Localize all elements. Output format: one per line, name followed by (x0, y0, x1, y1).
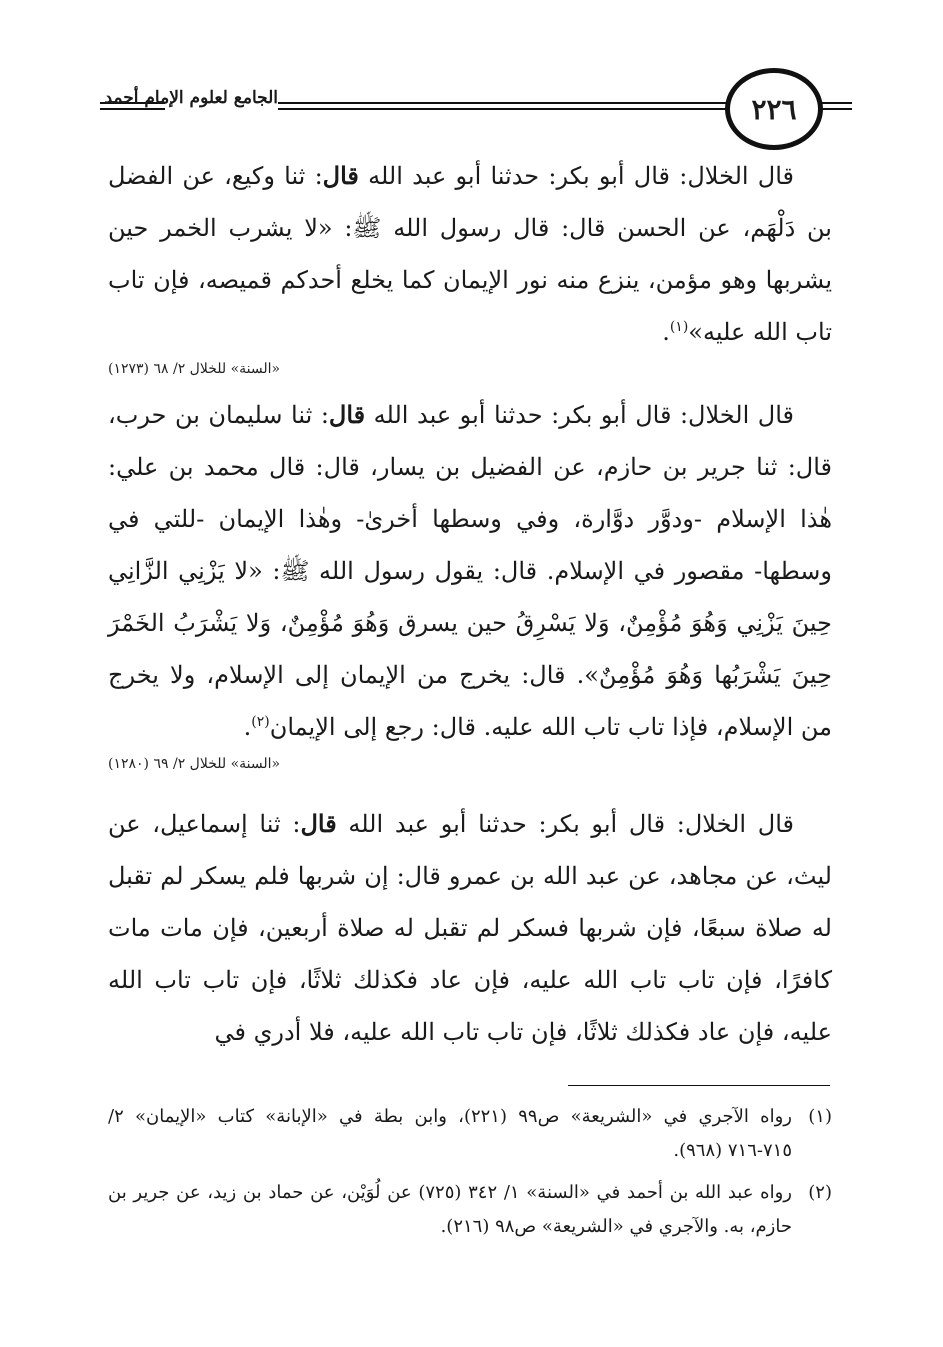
paragraph-bold: قال (300, 809, 337, 838)
paragraph-bold: قال (328, 400, 366, 429)
page-number: ٢٢٦ (751, 92, 797, 126)
page-header (100, 68, 830, 148)
source-reference: «السنة» للخلال ٢/ ٦٨ (١٢٧٣) (108, 361, 281, 377)
paragraph (108, 389, 832, 753)
footnote-marker: (١) (669, 319, 689, 335)
paragraph-lead: قال الخلال: قال أبو بكر: حدثنا أبو عبد الله (358, 162, 795, 190)
footnote-text: رواه الآجري في «الشريعة» ص٩٩ (٢٢١)، وابن بطة في «الإبانة» كتاب «الإيمان» ٢/ ٧١٥-٧١٦ (٩٦٨). (108, 1106, 792, 1161)
paragraph-lead: قال الخلال: قال أبو بكر: حدثنا أبو عبد الله (365, 401, 795, 429)
paragraph-bold: قال (322, 161, 359, 190)
footnote-separator (568, 1085, 830, 1086)
footnote-text: رواه عبد الله بن أحمد في «السنة» ١/ ٣٤٢ (٧٢٥) عن لُوَيْن، عن حماد بن زيد، عن جرير بن حازم، به. والآجري في «الشريعة» ص٩٨ (٢١٦). (108, 1182, 792, 1237)
footnote-number: (١) (808, 1106, 832, 1127)
footnote-number: (٢) (808, 1182, 832, 1203)
header-rule-right (822, 102, 852, 110)
source-reference: «السنة» للخلال ٢/ ٦٩ (١٢٨٠) (108, 756, 281, 772)
paragraph (108, 150, 832, 358)
paragraph-end: . (243, 713, 252, 741)
source-reference-row (108, 358, 832, 389)
paragraph-end: . (662, 318, 670, 346)
footnotes (108, 1100, 832, 1252)
running-title: الجامع لعلوم الإمام أحمد (104, 88, 278, 108)
main-text (108, 150, 832, 1058)
paragraph-lead: قال الخلال: قال أبو بكر: حدثنا أبو عبد الله (336, 810, 795, 838)
paragraph-text: : ثنا وكيع، عن الفضل بن دَلْهَم، عن الحسن قال: قال رسول الله ﷺ: «لا يشرب الخمر حين يشربها وهو مؤمن، ينزع منه نور الإيمان كما يخلع أحدكم قميصه، فإن تاب تاب الله عليه» (108, 162, 832, 346)
footnote (108, 1100, 832, 1168)
source-reference-row (108, 753, 832, 784)
paragraph-text: : ثنا إسماعيل، عن ليث، عن مجاهد، عن عبد الله بن عمرو قال: إن شربها فلم يسكر لم تقبل له صلاة سبعًا، فإن شربها فسكر لم تقبل له صلاة أربعين، فإن مات مات كافرًا، فإن تاب تاب الله عليه، فإن عاد فكذلك ثلاثًا، فإن تاب تاب الله عليه، فإن عاد فكذلك ثلاثًا، فإن تاب تاب الله عليه، فلا أدري في (108, 810, 832, 1046)
footnote-marker: (٢) (251, 714, 270, 730)
footnote (108, 1176, 832, 1244)
paragraph (108, 798, 832, 1058)
page-number-badge (725, 68, 823, 150)
paragraph-text: : ثنا سليمان بن حرب، قال: ثنا جرير بن حازم، عن الفضيل بن يسار، قال: قال محمد بن علي: هٰذا الإسلام -ودوَّر دوَّارة، وفي وسطها أخرىٰ- وهٰذا الإيمان -للتي في وسطها- مقصور في الإسلام. قال: يقول رسول الله ﷺ: «لا يَزْنِي الزَّانِي حِينَ يَزْنِي وَهُوَ مُؤْمِنٌ، وَلا يَسْرِقُ حين يسرق وَهُوَ مُؤْمِنٌ، وَلا يَشْرَبُ الخَمْرَ حِينَ يَشْرَبُها وَهُوَ مُؤْمِنٌ». قال: يخرج من الإيمان إلى الإسلام، ولا يخرج من الإسلام، فإذا تاب تاب الله عليه. قال: رجع إلى الإيمان (108, 401, 833, 741)
